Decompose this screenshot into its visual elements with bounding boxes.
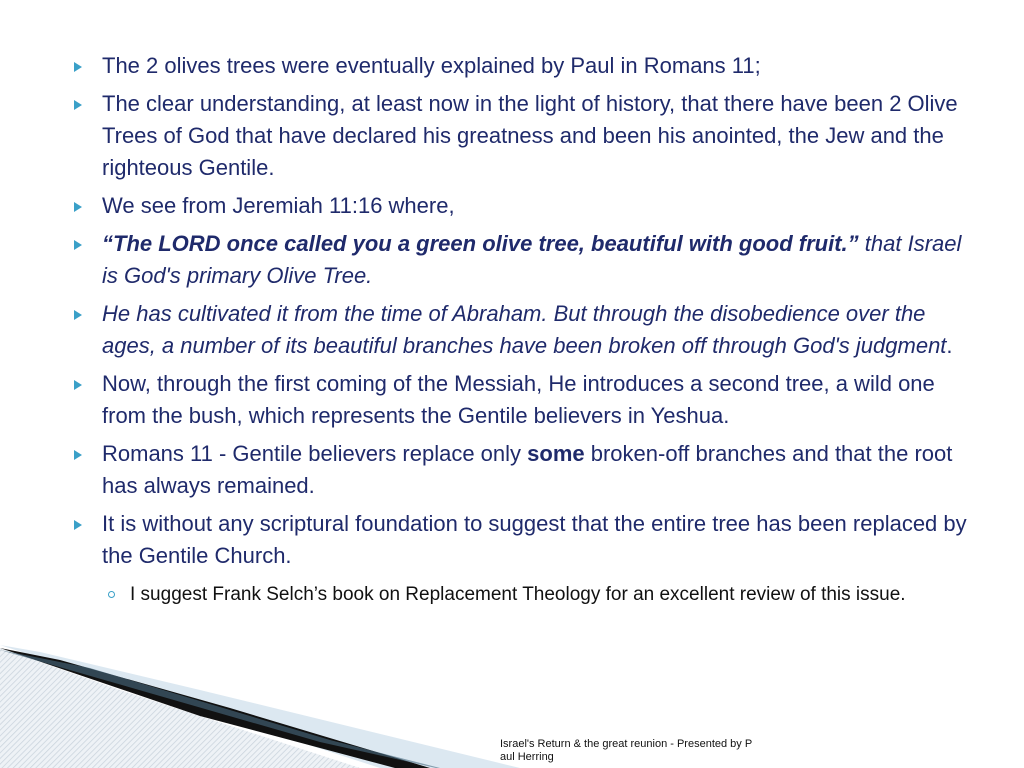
- sub-bullet-text: I suggest Frank Selch’s book on Replacement Theology for an excellent review of this issue.: [130, 584, 906, 605]
- bullet-item: [70, 88, 970, 184]
- bullet-item: [70, 508, 970, 572]
- arrow-bullet-icon: [74, 310, 82, 320]
- ring-bullet-icon: [108, 591, 115, 598]
- arrow-bullet-icon: [74, 520, 82, 530]
- bullet-text-segment: “The LORD once called you a green olive tree, beautiful with good fruit.”: [102, 231, 859, 256]
- bullet-text-segment: It is without any scriptural foundation to suggest that the entire tree has been replaced by the Gentile Church.: [102, 511, 967, 568]
- arrow-bullet-icon: [74, 450, 82, 460]
- bullet-list: [70, 50, 970, 609]
- bullet-item: [70, 50, 970, 82]
- bullet-text-segment: broken-off branches and that the root has always remained.: [102, 441, 953, 498]
- bullet-item: [70, 438, 970, 502]
- bullet-text-segment: The clear understanding, at least now in the light of history, that there have been 2 Olive Trees of God that have declared his greatness and been his anointed, the Jew and the righteous Gentile.: [102, 91, 958, 180]
- sub-bullet-item: [70, 580, 970, 609]
- arrow-bullet-icon: [74, 380, 82, 390]
- bullet-item: [70, 190, 970, 222]
- arrow-bullet-icon: [74, 202, 82, 212]
- arrow-bullet-icon: [74, 240, 82, 250]
- arrow-bullet-icon: [74, 100, 82, 110]
- bullet-text-segment: The 2 olives trees were eventually explained by Paul in Romans 11;: [102, 53, 761, 78]
- bullet-text-segment: He has cultivated it from the time of Abraham. But through the disobedience over the ages, a number of its beautiful branches have been broken off through God's judgment: [102, 301, 947, 358]
- bullet-text-segment: that Israel is God's primary Olive Tree.: [102, 231, 962, 288]
- bullet-item: [70, 298, 970, 362]
- bullet-item: [70, 368, 970, 432]
- arrow-bullet-icon: [74, 62, 82, 72]
- bullet-text-segment: Romans 11 - Gentile believers replace only: [102, 441, 528, 466]
- bullet-item: [70, 228, 970, 292]
- bullet-text-segment: We see from Jeremiah 11:16 where,: [102, 193, 455, 218]
- bullet-text-segment: some: [527, 441, 585, 466]
- bullet-text-segment: .: [946, 333, 953, 358]
- bullet-text-segment: Now, through the first coming of the Messiah, He introduces a second tree, a wild one from the bush, which represents the Gentile believers in Yeshua.: [102, 371, 935, 428]
- footer-text: Israel's Return & the great reunion - Presented by Paul Herring: [500, 738, 753, 763]
